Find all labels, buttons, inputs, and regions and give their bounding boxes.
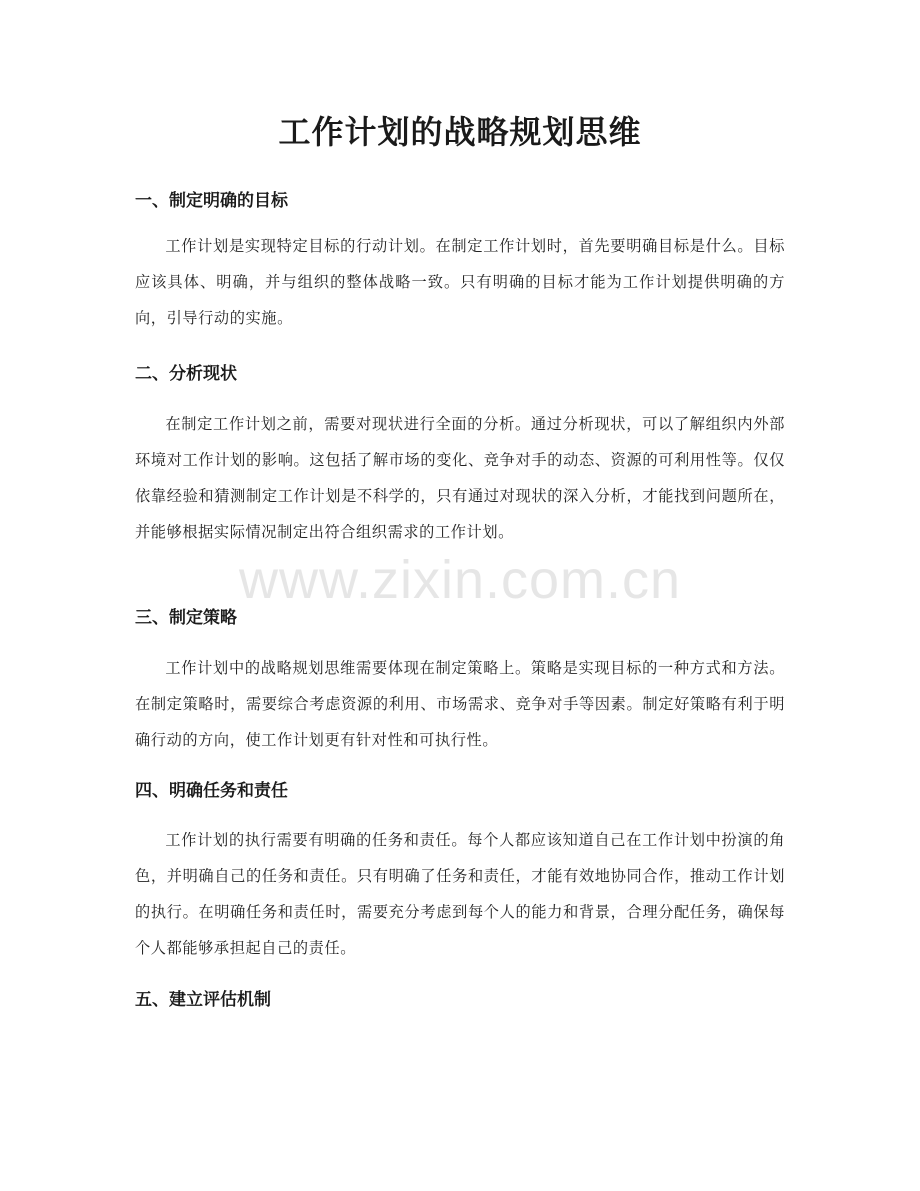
section-heading-3: 三、制定策略 (135, 608, 237, 628)
page-title: 工作计划的战略规划思维 (278, 113, 642, 151)
section-body-3: 工作计划中的战略规划思维需要体现在制定策略上。策略是实现目标的一种方式和方法。在制定策略时，需要综合考虑资源的利用、市场需求、竞争对手等因素。制定好策略有利于明确行动的方向，使工作计划更有针对性和可执行性。 (135, 659, 785, 749)
section-heading-4: 四、明确任务和责任 (135, 781, 288, 801)
watermark: www.zixin.com.cn (238, 550, 682, 610)
section-body-1: 工作计划是实现特定目标的行动计划。在制定工作计划时，首先要明确目标是什么。目标应该具体、明确，并与组织的整体战略一致。只有明确的目标才能为工作计划提供明确的方向，引导行动的实施。 (135, 237, 785, 327)
section-heading-1: 一、制定明确的目标 (135, 191, 288, 211)
section-body-2: 在制定工作计划之前，需要对现状进行全面的分析。通过分析现状，可以了解组织内外部环境对工作计划的影响。这包括了解市场的变化、竞争对手的动态、资源的可利用性等。仅仅依靠经验和猜测制定工作计划是不科学的，只有通过对现状的深入分析，才能找到问题所在，并能够根据实际情况制定出符合组织需求的工作计划。 (135, 415, 785, 541)
section-body-4: 工作计划的执行需要有明确的任务和责任。每个人都应该知道自己在工作计划中扮演的角色，并明确自己的任务和责任。只有明确了任务和责任，才能有效地协同合作，推动工作计划的执行。在明确任务和责任时，需要充分考虑到每个人的能力和背景，合理分配任务，确保每个人都能够承担起自己的责任。 (135, 831, 785, 957)
section-heading-2: 二、分析现状 (135, 364, 237, 384)
section-heading-5: 五、建立评估机制 (135, 990, 271, 1010)
